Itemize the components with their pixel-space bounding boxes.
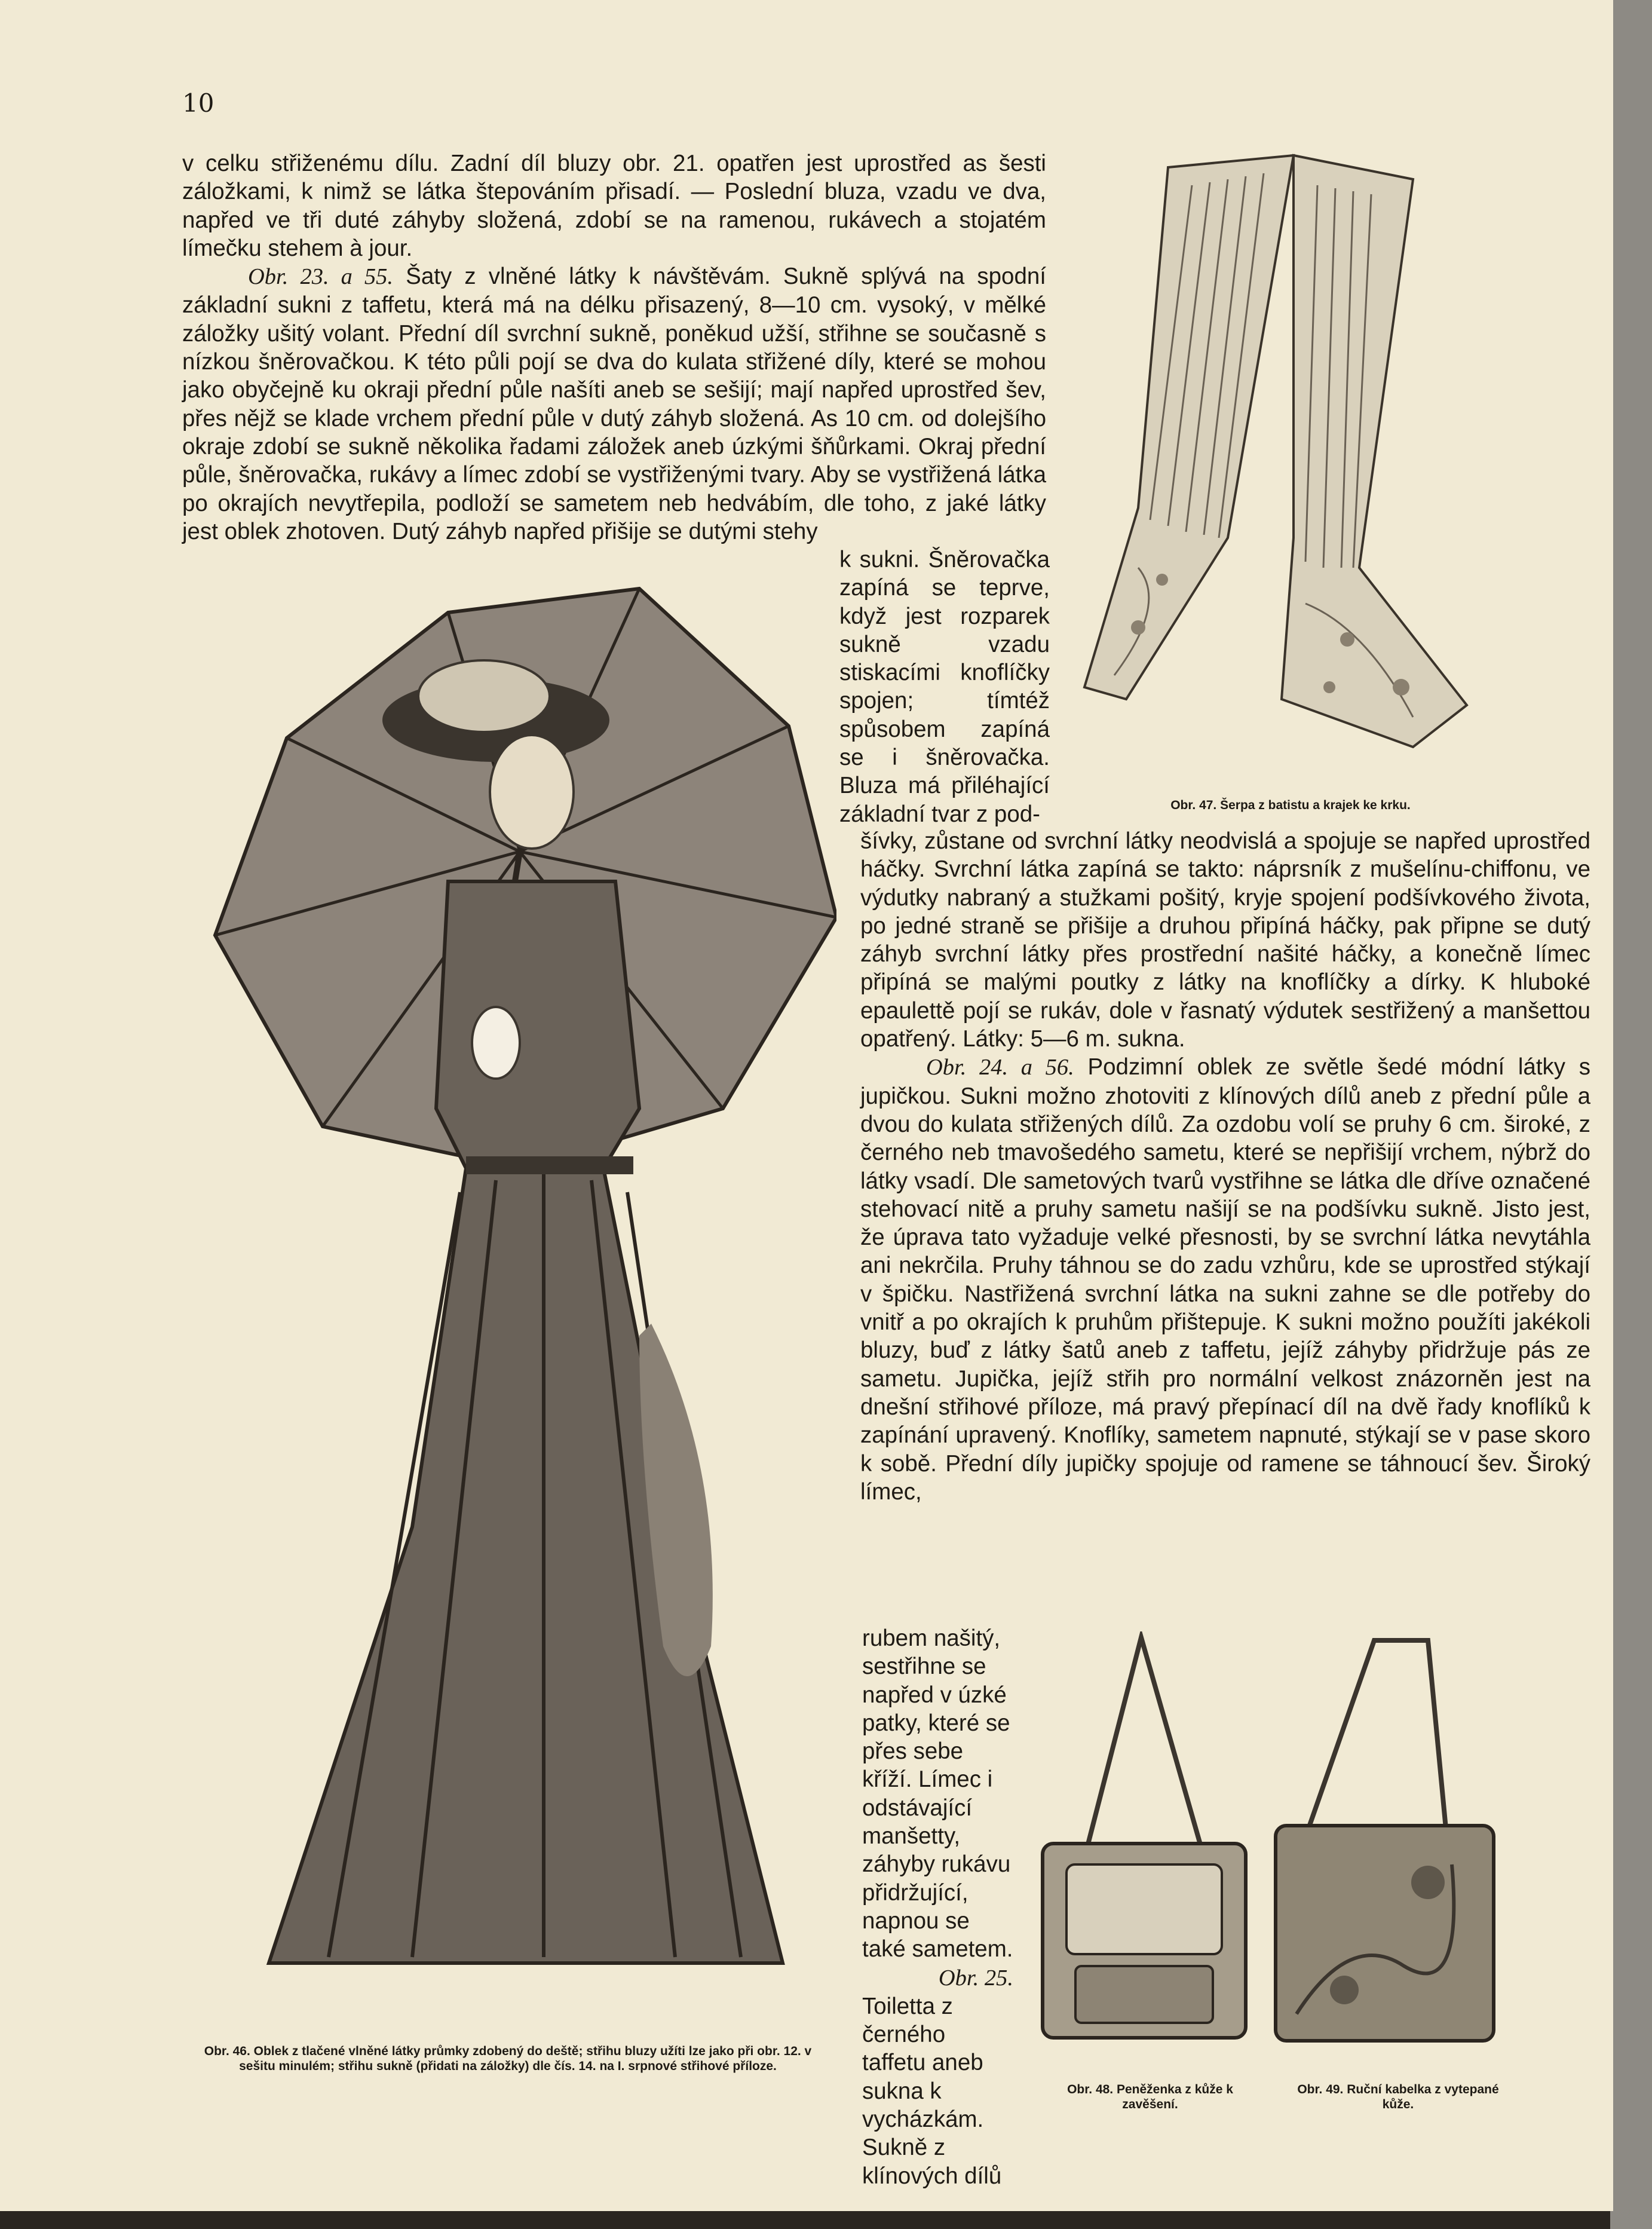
text-block-top bbox=[182, 149, 1046, 546]
obr23-body: Šaty z vlněné látky k návštěvám. Sukně splývá na spodní základní sukni z taffetu, která má na délku přisazený, 8—10 cm. vysoký, v mělké záložky ušitý volant. Přední díl svrchní sukně, poněkud užší, střihne se současně s nízkou šněrovačkou. K této půli pojí se dva do kulata střižené díly, které se mohou jako obyčejně ku okraji přední půle našíti aneb se sešijí; mají napřed uprostřed šev, přes nějž se klade vrchem přední půle v dutý záhyb složená. As 10 cm. od dolejšího okraje zdobí se sukně několika řadami záložek aneb úzkými šňůrkami. Okraj přední půle, šněrovačka, rukávy a límec zdobí se vystřiženými tvary. Aby se vystřižená látka po okrajích nevytřepila, podloží se sametem neb hedvábím, dle toho, z jaké látky jest oblek zhotoven. Dutý záhyb napřed přišije se dutými stehy bbox=[182, 264, 1046, 544]
figure-ref-obr23: Obr. 23. a 55. bbox=[248, 264, 394, 290]
text-block-narrow-mid bbox=[839, 546, 1050, 828]
paragraph-obr25: Toiletta z černého taffetu aneb sukna k vycházkám. Sukně z klínových dílů bbox=[862, 1993, 1002, 2189]
scan-edge bbox=[1610, 0, 1652, 2229]
paragraph-narrow-low: rubem našitý, sestřihne se napřed v úzké patky, které se přes sebe kříží. Límec i odstávající manšetty, záhyby rukávu přidržující, napnou se také sametem. bbox=[862, 1625, 1013, 1962]
caption-obr49: Obr. 49. Ruční kabelka z vytepané kůže. bbox=[1297, 2083, 1499, 2111]
caption-obr47: Obr. 47. Šerpa z batistu a krajek ke krku. bbox=[1170, 798, 1411, 812]
handbag-illustration bbox=[1273, 1631, 1497, 2044]
woman-with-parasol-illustration bbox=[185, 571, 836, 2029]
scarf-illustration bbox=[1078, 149, 1509, 771]
paragraph-obr23 bbox=[182, 262, 1046, 546]
figure-ref-obr25: Obr. 25. bbox=[938, 1965, 1013, 1991]
glove bbox=[472, 1007, 520, 1079]
text-block-wide bbox=[860, 827, 1590, 1506]
face bbox=[490, 735, 574, 849]
figure-ref-obr24: Obr. 24. a 56. bbox=[926, 1055, 1074, 1080]
paragraph-wide: šívky, zůstane od svrchní látky neodvislá a spojuje se napřed uprostřed háčky. Svrchní látka zapíná se takto: náprsník z mušelínu-chiffonu, ve výdutky nabraný a stužkami pošitý, kryje spojení podšívkového života, po jedné straně se přišije a druhou připíná háčky, pak připne se dutý záhyb svrchní látky přes prostřední našité háčky, a konečně límec připíná se malými poutky z látky na knoflíčky a dírky. K hluboké epaulettě pojí se rukáv, dole v řasnatý výdutek sestřižený a manšettou opatřený. Látky: 5—6 m. sukna. bbox=[860, 828, 1590, 1052]
purse-illustration bbox=[1040, 1631, 1249, 2044]
caption-obr48: Obr. 48. Peněženka z kůže k zavěšení. bbox=[1067, 2083, 1233, 2111]
obr24-body: Podzimní oblek ze světle šedé módní látky s jupičkou. Sukni možno zhotoviti z klínových dílů aneb z přední půle a dvou do kulata střižených dílů. Za ozdobu volí se pruhy 6 cm. široké, z černého neb tmavošedého sametu, které se nepřišijí vrchem, nýbrž do látky vsadí. Dle sametových tvarů vystřihne se látka dle dříve označené stehovací nitě a pruhy sametu našijí se na podšívku sukně. Jisto jest, že úprava tato vyžaduje velké přesnosti, by se svrchní látka nevytáhla ani nekrčila. Pruhy táhnou se do zadu vzhůru, kde se uprostřed stýkají v špičku. Nastřižená svrchní látka na sukni zahne se dle potřeby do vnitř a po okrajích k pruhům přištepuje. K sukni možno použíti jakékoli bluzy, buď z látky šatů aneb z taffetu, jejíž záhyby přidržuje pás ze sametu. Jupička, jejíž střih pro normální velkost znázorněn jest na dnešní střihové příloze, má pravý přepínací díl na dvě řady knoflíků k zapínání upravený. Knoflíky, sametem napnuté, stýkají se v pase skoro k sobě. Přední díly jupičky spojuje od ramene se táhnoucí šev. Široký límec, bbox=[860, 1054, 1590, 1505]
paragraph-continuation: v celku střiženému dílu. Zadní díl bluzy obr. 21. opatřen jest uprostřed as šesti záložkami, k nimž se látka štepováním přisadí. — Poslední bluza, vzadu ve dva, napřed ve tři duté záhyby složená, zdobí se na ramenou, rukávech a stojatém límečku stehem à jour. bbox=[182, 151, 1046, 261]
figure-ref-obr25-line bbox=[862, 1964, 1013, 1992]
paragraph-narrow-mid: k sukni. Šněrovačka zapíná se teprve, když jest rozparek sukně vzadu stiskacími knoflíčky spojen; tímtéž spůsobem zapíná se i šněrovačka. Bluza má přiléhající základní tvar z pod- bbox=[839, 547, 1050, 827]
paragraph-obr24 bbox=[860, 1053, 1590, 1506]
text-block-narrow-low bbox=[862, 1624, 1013, 2190]
caption-obr46: Obr. 46. Oblek z tlačené vlněné látky průmky zdobený do deště; střihu bluzy užíti lze jako při obr. 12. v sešitu minulém; střihu sukně (přidati na záložky) dle čís. 14. na I. srpnové střihové příloze. bbox=[204, 2044, 812, 2073]
page-number: 10 bbox=[182, 88, 214, 118]
